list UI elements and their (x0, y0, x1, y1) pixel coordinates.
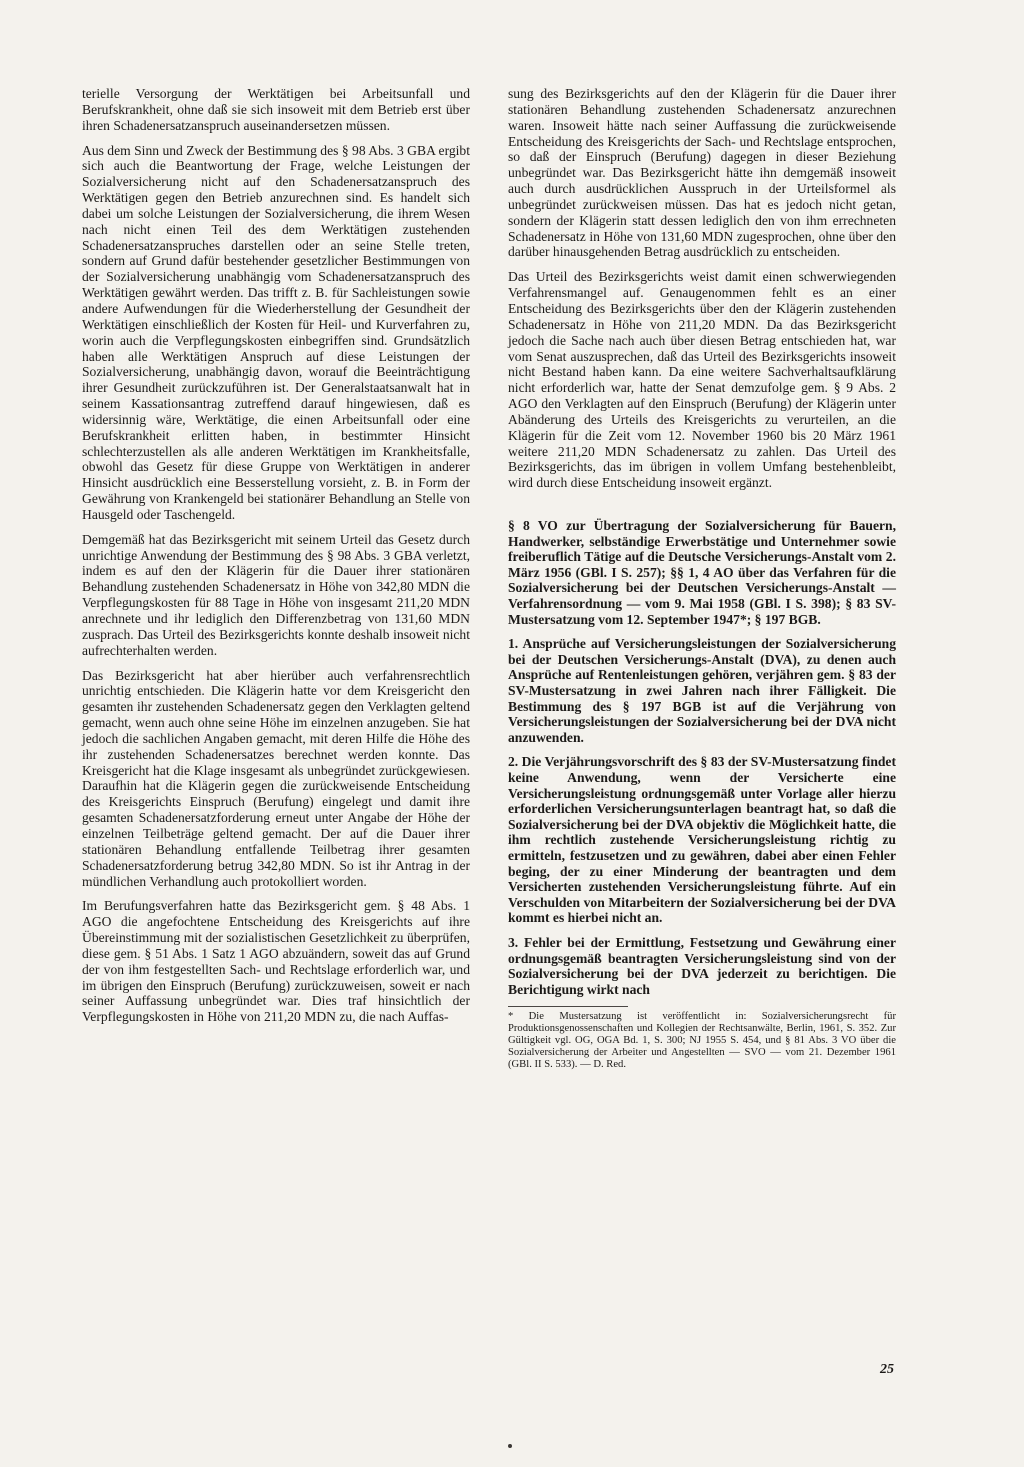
page-number: 25 (880, 1362, 894, 1377)
right-text-column (508, 86, 896, 1070)
paragraph: Das Urteil des Bezirksgerichts weist damit einen schwerwiegenden Verfahrensmangel auf. Genaugenommen fehlt es an einer Entscheidung des Bezirksgerichts über den der Klägerin zustehenden Schadenersatz in Höhe von 211,20 MDN. Da das Bezirksgericht jedoch die Sache nach auch über diesen Betrag entschieden hat, war vom Senat auszusprechen, daß das Urteil des Bezirksgerichts insoweit nicht Bestand haben kann. Da eine weitere Sachverhaltsaufklärung nicht erforderlich war, hatte der Senat demzufolge gem. § 9 Abs. 2 AGO den Verklagten auf den Einspruch (Berufung) der Klägerin unter Abänderung des Urteils des Kreisgerichts zu verurteilen, an die Klägerin für die Zeit vom 12. November 1960 bis 20 März 1961 weitere 211,20 MDN Schadenersatz zu zahlen. Das Urteil des Bezirksgerichts, das im übrigen in vollem Umfang bestehenbleibt, wird durch diese Entscheidung insoweit ergänzt. (508, 269, 896, 491)
headnote-point-3: 3. Fehler bei der Ermittlung, Festsetzung und Gewährung einer ordnungsgemäß beantragten Versicherungsleistung sind von der Sozialversicherung bei der DVA jederzeit zu berichtigen. Die Berichtigung wirkt nach (508, 934, 896, 997)
headnote-references: § 8 VO zur Übertragung der Sozialversicherung für Bauern, Handwerker, selbständige Erwerbstätige und Unternehmer sowie freiberuflich Tätige auf die Deutsche Versicherungs-Anstalt vom 2. März 1956 (GBl. I S. 257); §§ 1, 4 AO über das Verfahren für die Sozialversicherung bei der Deutschen Versicherungs-Anstalt — Verfahrensordnung — vom 9. Mai 1958 (GBl. I S. 398); § 83 SV-Mustersatzung vom 12. September 1947*; § 197 BGB. (508, 518, 896, 627)
headnote-point-1: 1. Ansprüche auf Versicherungsleistungen der Sozialversicherung bei der Deutschen Versicherungs-Anstalt (DVA), zu denen auch Ansprüche auf Rentenleistungen gehören, verjähren gem. § 83 der SV-Mustersatzung in zwei Jahren nach ihrer Fälligkeit. Die Bestimmung des § 197 BGB ist auf die Verjährung von Versicherungsleistungen der Sozialversicherung bei der DVA nicht anzuwenden. (508, 636, 896, 745)
paragraph: Aus dem Sinn und Zweck der Bestimmung des § 98 Abs. 3 GBA ergibt sich auch die Beantwortung der Frage, welche Leistungen der Sozialversicherung nicht auf den Schadenersatzanspruch des Werktätigen gegen den Betrieb anzurechnen sind. Es handelt sich dabei um solche Leistungen der Sozialversicherung, die ihrem Wesen nach nicht einen Teil des dem Werktätigen zustehenden Schadenersatzanspruches darstellen oder an seine Stelle treten, sondern auf Grund dafür bestehender gesetzlicher Bestimmungen von der Sozialversicherung unabhängig vom Schadenersatzanspruch des Werktätigen gewährt werden. Das trifft z. B. für Sachleistungen sowie andere Aufwendungen für die Wiederherstellung der Gesundheit der Werktätigen einschließlich der Kosten für Heil- und Kurverfahren zu, worin auch die Verpflegungskosten einbegriffen sind. Grundsätzlich haben alle Werktätigen Anspruch auf diese Leistungen der Sozialversicherung, unabhängig davon, worauf die Beeinträchtigung ihrer Gesundheit zurückzuführen ist. Der Generalstaatsanwalt hat in seinem Kassationsantrag zutreffend darauf hingewiesen, daß es widersinnig wäre, Werktätige, die einen Arbeitsunfall oder eine Berufskrankheit erlitten haben, in bestimmter Hinsicht schlechterzustellen als alle anderen Werktätigen im Krankheitsfalle, obwohl das Gesetz für diese Gruppe von Werktätigen in anderer Hinsicht ausdrücklich eine Besserstellung vorsieht, z. B. in Form der Gewährung von Krankengeld bei stationärer Behandlung an Stelle von Hausgeld oder Taschengeld. (82, 142, 470, 522)
footnote-divider (508, 1006, 628, 1007)
paragraph: Im Berufungsverfahren hatte das Bezirksgericht gem. § 48 Abs. 1 AGO die angefochtene Entscheidung des Kreisgerichts auf ihre Übereinstimmung mit der sozialistischen Gesetzlichkeit zu überprüfen, diese gem. § 51 Abs. 1 Satz 1 AGO abzuändern, soweit das auf Grund der von ihm festgestellten Sach- und Rechtslage erforderlich war, und im übrigen den Einspruch (Berufung) zurückzuweisen, soweit er nach seiner Auffassung unbegründet war. Dies traf hinsichtlich der Verpflegungskosten in Höhe von 211,20 MDN zu, die nach Auffas- (82, 898, 470, 1025)
scan-mark (508, 1444, 512, 1448)
paragraph: Das Bezirksgericht hat aber hierüber auch verfahrensrechtlich unrichtig entschieden. Die Klägerin hatte vor dem Kreisgericht den gesamten ihr zustehenden Schadenersatz gegen den Verklagten geltend gemacht, wenn auch ohne seine Höhe im einzelnen anzugeben. Sie hat jedoch die sachlichen Angaben gemacht, mit deren Hilfe die Höhe des ihr zustehenden Schadenersatzes berechnet werden konnte. Das Kreisgericht hat die Klage insgesamt als unbegründet zurückgewiesen. Daraufhin hat die Klägerin gegen die zurückweisende Entscheidung des Kreisgerichts Einspruch (Berufung) eingelegt und damit ihre gesamten Schadenersatzforderung erneut unter Angabe der Höhe der einzelnen Teilbeträge geltend gemacht. Der auf die Dauer ihrer stationären Behandlung entfallende Teilbetrag ihrer gesamten Schadenersatzforderung betrug 342,80 MDN. So ist ihr Antrag in der mündlichen Verhandlung auch protokolliert worden. (82, 667, 470, 889)
footnote: * Die Mustersatzung ist veröffentlicht in: Sozialversicherungsrecht für Produktionsgenossenschaften und Kollegien der Rechtsanwälte, Berlin, 1961, S. 352. Zur Gültigkeit vgl. OG, OGA Bd. 1, S. 300; NJ 1955 S. 454, und § 81 Abs. 3 VO über die Sozialversicherung der Arbeiter und Angestellten — SVO — vom 21. Dezember 1961 (GBl. II S. 533). — D. Red. (508, 1011, 896, 1070)
paragraph: Demgemäß hat das Bezirksgericht mit seinem Urteil das Gesetz durch unrichtige Anwendung der Bestimmung des § 98 Abs. 3 GBA verletzt, indem es auf den der Klägerin für die Dauer ihrer stationären Behandlung zustehenden Schadenersatz in Höhe von 342,80 MDN die Verpflegungskosten für 88 Tage in Höhe von insgesamt 211,20 MDN anrechnete und ihr lediglich den Differenzbetrag von 131,60 MDN zusprach. Das Urteil des Bezirksgerichts konnte deshalb insoweit nicht aufrechterhalten werden. (82, 531, 470, 658)
paragraph: terielle Versorgung der Werktätigen bei Arbeitsunfall und Berufskrankheit, ohne daß sie sich insoweit mit dem Betrieb erst über ihren Schadenersatzanspruch auseinandersetzen müssen. (82, 86, 470, 133)
section-gap (508, 500, 896, 518)
headnote-point-2: 2. Die Verjährungsvorschrift des § 83 der SV-Mustersatzung findet keine Anwendung, wenn der Versicherte eine Versicherungsleistung ordnungsgemäß unter Vorlage aller hierzu erforderlichen Versicherungsunterlagen beantragt hat, so daß die Sozialversicherung bei der DVA objektiv die Möglichkeit hatte, die ihm rechtlich zustehende Versicherungsleistung richtig zu ermitteln, festzusetzen und zu gewähren, dabei aber einen Fehler beging, der zu einer Minderung der beantragten und dem Versicherten zustehenden Versicherungsleistung führte. Auf ein Verschulden von Mitarbeitern der Sozialversicherung bei der DVA kommt es hierbei nicht an. (508, 754, 896, 926)
left-text-column (82, 86, 470, 1034)
paragraph: sung des Bezirksgerichts auf den der Klägerin für die Dauer ihrer stationären Behandlung zustehenden Schadenersatz anzurechnen waren. Insoweit hätte nach seiner Auffassung die zurückweisende Entscheidung des Kreisgerichts der Sach- und Rechtslage entsprochen, so daß der Einspruch (Berufung) dagegen in dieser Beziehung unbegründet war. Das Bezirksgericht hätte ihn demgemäß insoweit auch durch ausdrücklichen Ausspruch in der Urteilsformel als unbegründet zurückweisen müssen. Das hat es jedoch nicht getan, sondern der Klägerin statt dessen lediglich den von ihm errechneten Schadenersatz in Höhe von 131,60 MDN zugesprochen, ohne über den darüber hinausgehenden Betrag ausdrücklich zu entscheiden. (508, 86, 896, 260)
